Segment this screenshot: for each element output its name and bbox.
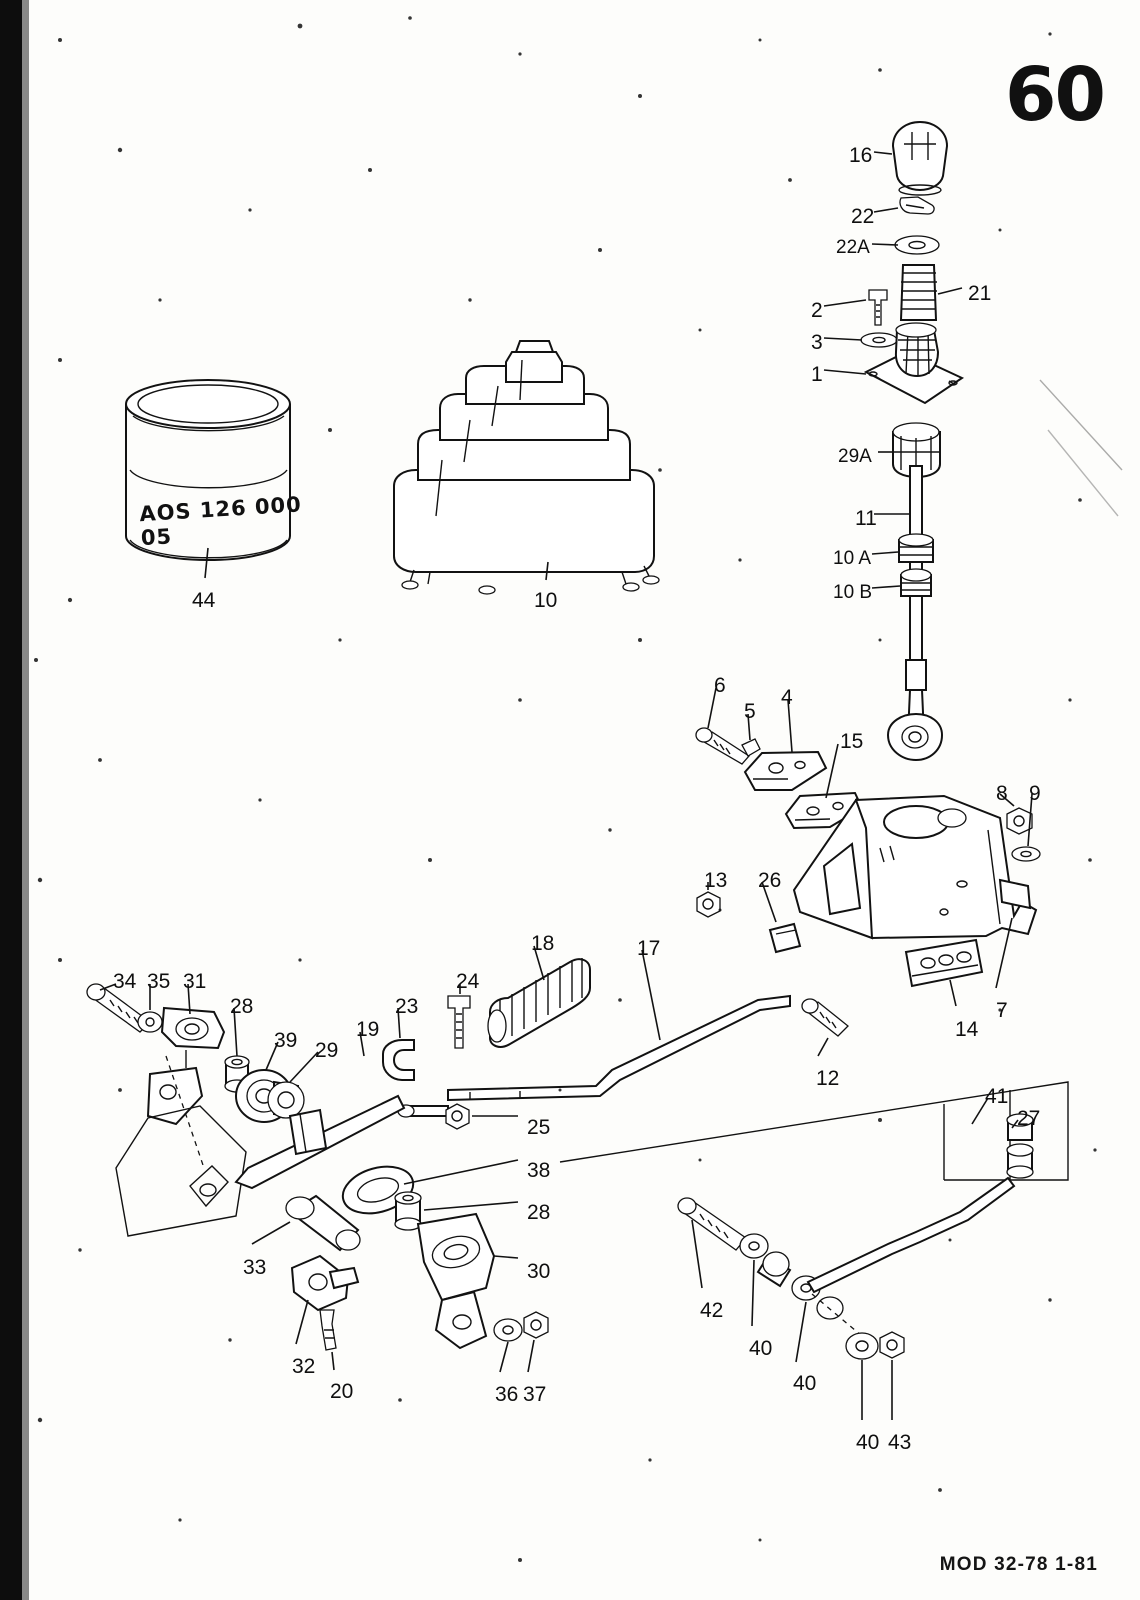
part-9-washer bbox=[1012, 847, 1040, 861]
part-2-bolt bbox=[869, 290, 887, 325]
part-29-bush bbox=[268, 1082, 304, 1118]
callout-6: 6 bbox=[714, 674, 726, 697]
part-22-clip bbox=[900, 197, 934, 214]
part-23-clip bbox=[383, 1040, 414, 1080]
callout-16: 16 bbox=[849, 144, 873, 167]
callout-19: 19 bbox=[356, 1018, 380, 1041]
page-number: 60 bbox=[1005, 52, 1104, 138]
callout-20: 20 bbox=[330, 1380, 354, 1403]
part-16-shift-knob bbox=[893, 122, 947, 195]
callout-36: 36 bbox=[495, 1383, 519, 1406]
callout-10B: 10 B bbox=[833, 582, 873, 603]
callout-17: 17 bbox=[637, 937, 661, 960]
part-18-rod-bellows bbox=[488, 958, 590, 1047]
callout-43: 43 bbox=[888, 1431, 912, 1454]
callout-40c: 40 bbox=[856, 1431, 880, 1454]
callout-39: 39 bbox=[274, 1029, 298, 1052]
callout-32: 32 bbox=[292, 1355, 316, 1378]
callout-18: 18 bbox=[531, 932, 555, 955]
callout-2: 2 bbox=[811, 299, 823, 322]
callout-31: 31 bbox=[183, 970, 207, 993]
callout-28b: 28 bbox=[527, 1201, 551, 1224]
scan-edge-left bbox=[0, 0, 22, 1600]
scan-edge-left-soft bbox=[22, 0, 29, 1600]
callout-40a: 40 bbox=[749, 1337, 773, 1360]
callout-10: 10 bbox=[534, 589, 558, 612]
part-14-mounting-plate bbox=[906, 940, 982, 986]
part-6-bolt bbox=[696, 728, 749, 764]
callout-35: 35 bbox=[147, 970, 171, 993]
part-3-washer bbox=[861, 333, 897, 347]
callout-30: 30 bbox=[527, 1260, 551, 1283]
callout-41: 41 bbox=[985, 1085, 1009, 1108]
callout-12: 12 bbox=[816, 1067, 840, 1090]
part-30-bracket bbox=[418, 1214, 494, 1348]
callout-4: 4 bbox=[781, 686, 793, 709]
part-8-nut bbox=[1007, 808, 1032, 834]
part-20-screw bbox=[320, 1310, 336, 1350]
callout-7: 7 bbox=[996, 999, 1008, 1022]
part-21-lever-bellows bbox=[901, 265, 937, 320]
callout-14: 14 bbox=[955, 1018, 979, 1041]
callout-40b: 40 bbox=[793, 1372, 817, 1395]
part-13-nut bbox=[697, 892, 720, 917]
part-12-bolt bbox=[802, 999, 848, 1036]
callout-23: 23 bbox=[395, 995, 419, 1018]
callout-33: 33 bbox=[243, 1256, 267, 1279]
callout-21: 21 bbox=[968, 282, 992, 305]
callout-29: 29 bbox=[315, 1039, 339, 1062]
part-44-ring-marking: AOS 126 000 05 bbox=[138, 492, 303, 551]
callout-44: 44 bbox=[192, 589, 216, 612]
relay-rod bbox=[808, 1178, 1014, 1292]
callout-1: 1 bbox=[811, 363, 823, 386]
callout-15: 15 bbox=[840, 730, 864, 753]
callout-3: 3 bbox=[811, 331, 823, 354]
part-32-pivot bbox=[292, 1256, 358, 1310]
part-10a-bushing bbox=[899, 534, 933, 562]
part-26-clamp-block bbox=[770, 924, 800, 952]
callout-34: 34 bbox=[113, 970, 137, 993]
callout-25: 25 bbox=[527, 1116, 551, 1139]
callout-10A: 10 A bbox=[833, 548, 872, 569]
callout-9: 9 bbox=[1029, 782, 1041, 805]
callout-24: 24 bbox=[456, 970, 480, 993]
part-11-shift-rod bbox=[888, 466, 942, 760]
callout-8: 8 bbox=[996, 782, 1008, 805]
callout-5: 5 bbox=[744, 700, 756, 723]
callout-38: 38 bbox=[527, 1159, 551, 1182]
part-35-washer bbox=[138, 1012, 162, 1032]
part-24-bolt bbox=[448, 996, 470, 1048]
callout-27: 27 bbox=[1017, 1107, 1041, 1130]
callout-22: 22 bbox=[851, 205, 875, 228]
part-10-shift-boot bbox=[394, 341, 659, 594]
part-4-relay-lever bbox=[745, 752, 826, 790]
part-25-nut bbox=[446, 1104, 469, 1129]
part-42-bolt bbox=[678, 1198, 746, 1250]
footer-code: MOD 32-78 1-81 bbox=[939, 1554, 1098, 1575]
part-36-washer bbox=[494, 1319, 522, 1341]
callout-22A: 22A bbox=[836, 237, 870, 258]
callout-28a: 28 bbox=[230, 995, 254, 1018]
callout-13: 13 bbox=[704, 869, 728, 892]
callout-42: 42 bbox=[700, 1299, 724, 1322]
part-22a-washer bbox=[895, 236, 939, 254]
callout-29A: 29A bbox=[838, 446, 872, 467]
part-37-nut bbox=[524, 1312, 548, 1338]
part-10b-bushing bbox=[901, 569, 931, 596]
callout-11: 11 bbox=[855, 507, 877, 530]
callout-26: 26 bbox=[758, 869, 782, 892]
callout-37: 37 bbox=[523, 1383, 547, 1406]
